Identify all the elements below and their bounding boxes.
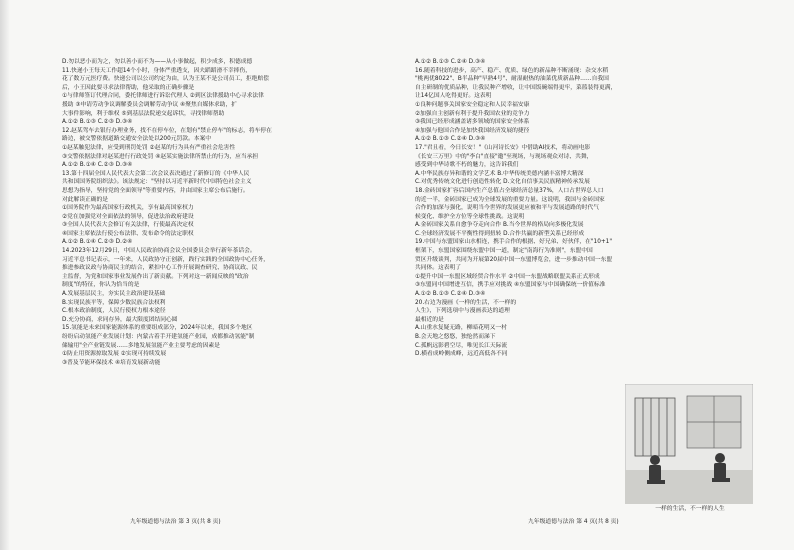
text-line: B.实现民族平等，保障少数民族合法权利 <box>62 299 166 306</box>
text-line: 最相近的是 <box>415 316 444 323</box>
text-line: B.会天地之悠悠，独怆然而涕下 <box>415 334 496 340</box>
text-line: A.①② B.①③ C.②③ D.③④ <box>62 119 133 126</box>
text-line: 共和国国务院组织法》。该法规定："坚持以习近平新时代中国特色社会主义 <box>62 179 252 186</box>
text-line: 12.赵某驾车去银行办理业务，找不在停车位，在划有"禁止停车"的标志，将车停在 <box>62 127 272 134</box>
text-line: 思想为指导，坚持党的全面领导"等重要内容，并由国家主席公布后施行。 <box>62 187 249 194</box>
right-page-column <box>415 58 749 359</box>
left-page-footer: 九年级道德与法治 第 3 页(共 8 页) <box>130 519 221 525</box>
text-line: 13.第十四届全国人民代表大会第二次会议表决通过了新修订的《中华人民 <box>62 170 250 177</box>
text-line: ③我国已经形成涵盖诸多领域的国家安全体系 <box>415 119 530 126</box>
text-line: ①提升中国一东盟区域经贸合作水平 ②中国一东盟战略联盟关系正式形成 <box>415 273 600 280</box>
text-line: 17."君且看，今日长安！"《山河诗长安》中借助AI技术，将动画电影 <box>415 144 591 151</box>
text-line: 候变化、维护全方位等全球性挑战。这说明 <box>415 213 525 220</box>
text-line: C.全球经济发展不平衡性得到扭转 D.合作共赢的新型关系已经形成 <box>415 230 585 237</box>
text-line: ③东盟同中国增进互信，携手应对挑战 ④东盟国家与中国确保统一价值标准 <box>415 282 606 289</box>
text-line: A.发展基层民主，夯实民主政治建设基础 <box>62 291 166 298</box>
text-line: ①赵某触犯法律，应受到刑罚处罚 ②赵某的行为具有严重社会危害性 <box>62 144 236 151</box>
text-line: ②党在加强党对全面依法的领导，促进法治政府建设 <box>62 213 194 220</box>
text-line: 让14亿国人吃得更好。这表明 <box>415 93 492 100</box>
text-line: ③普及节能环保技术 ④培育发展新动能 <box>62 359 161 366</box>
text-line: 框架下，东盟国家围绕东盟中国一道，制定"南海行为准则"，东盟中国 <box>415 248 593 255</box>
text-line: A.山重水复疑无路，柳暗花明又一村 <box>415 325 507 332</box>
text-line: D.勿以恶小而为之，勿以善小而不为——从小事做起，积少成多，积德成德 <box>62 59 253 65</box>
text-line: 自主研制的优质品种，让我民种产增收，让中国饭碗端得更牢，菜篮装得更满， <box>415 84 617 91</box>
text-line: 储输用"全产业链发展……多地发展氢能产业主要考虑的因素是 <box>62 342 220 349</box>
right-page-footer: 九年级道德与法治 第 4 页(共 8 页) <box>528 519 619 525</box>
text-line: 路边，被交警依据道路交通安全法处以200元罚款。本案中 <box>62 136 211 143</box>
text-line: 纷纷启动氢能产业发展计划：内蒙古着手开建氢能产业园，成都推动氢能"制 <box>62 334 255 340</box>
cartoon-caption: 一样的生活，不一样的人生 <box>655 506 725 512</box>
text-line: 《长安三万里》中的"李白"直接"邀"至现场，与现场观众对诗、共舞， <box>415 153 593 160</box>
text-line: 人生》，下列选项中与漫画表达的道理 <box>415 308 510 315</box>
text-line: A.①② B.①③ C.②④ D.③④ <box>415 59 486 65</box>
text-line: A.金砖国家关系自愈争夺走向合作 B.当今世界的格局向多极化发展 <box>415 222 584 229</box>
text-line: ④国家主席依法行使公布法律、发布命令的法定职权 <box>62 230 194 237</box>
text-line: A.①② B.①④ C.②③ D.③④ <box>62 162 133 169</box>
text-line: ①国务院作为最高国家行政机关，享有最高国家权力 <box>62 205 194 212</box>
left-page-column <box>62 58 414 367</box>
text-line: 14.2023年12月29日，中国人民政治协商会议全国委员会举行新年茶话会。 <box>62 248 256 255</box>
text-line: ②加强自主创新有利于提升我国农业的竞争力 <box>415 110 530 117</box>
text-line: A.①② B.①④ C.②③ D.②④ <box>62 239 133 246</box>
window-right <box>687 396 741 448</box>
text-line: 贸区升级谈判，共同为开展第20届中国一东盟博览会，进一步推动中国一东盟 <box>415 256 613 263</box>
text-line: 制度"的特征，你认为恰当的是 <box>62 282 140 289</box>
text-line: 大事件影响，利于维权 ⑤到基层法院递交起诉状，寻找律师帮助 <box>62 110 225 117</box>
text-line: ④加强与他国合作是加快我国经济发展的捷径 <box>415 127 530 134</box>
text-line: ③交警依据法律对赵某进行行政处罚 ④赵某实施法律所禁止的行为，应当承担 <box>62 153 259 160</box>
text-line: 共同体。这表明了 <box>415 265 461 272</box>
text-line: 习近平总书记表示，一年来，人民政协守正创新，践行实践的全国政协中心任务， <box>62 256 269 263</box>
scan-edge-shadow <box>0 0 10 550</box>
text-line: A.①② B.①③ C.②④ D.③④ <box>415 291 486 298</box>
cartoon-illustration <box>625 384 753 504</box>
text-line: D.横看成岭侧成峰，远近高低各不同 <box>415 351 508 358</box>
text-line: A.①② B.①③ C.②④ D.③④ <box>415 136 486 143</box>
text-line: C.孤帆远影碧空尽，唯见长江天际流 <box>415 342 508 349</box>
text-line: 合作的加深与强化，说明当今世界的发展更应被和平与发展道路的时代气 <box>415 205 599 212</box>
text-line: C.对优秀传统文化进行创造性转化 D.文化自信事关民族精神传承发展 <box>415 179 590 186</box>
text-line: 19.中国与东盟国家山水相连，携手合作的根据、好兄弟、好伙伴，在"10+1" <box>415 239 612 246</box>
text-line: 花了数万元医疗费。快递公司以公司约定为由，认为王某不是公司员工，拒绝赔偿 <box>62 76 269 83</box>
text-line: 后，小王因此要寻求法律帮助，他采取的正确步骤是 <box>62 84 195 91</box>
text-line: 主监督，为党和国家事业发展作出了新贡献。下列对这一新闻反映的"政治 <box>62 273 249 280</box>
text-line: 的近一半，金砖国家已成为全球发展的重要力量。这说明，我国与金砖国家 <box>415 196 605 203</box>
text-line: 20.右边为漫画《一样的生活，不一样的 <box>415 299 517 306</box>
text-line: 感受到中华诗歌不朽的魅力，这告诉我们 <box>415 162 519 169</box>
text-line: 11.快递小王每天工作超14个小时，身体严重透支，因夫蹈蹈滑不幸摔伤， <box>62 67 251 74</box>
text-line: 对此解读正确的是 <box>62 196 108 203</box>
text-line: ①防止用资源掠取发展 ②实现可持续发展 <box>62 351 167 358</box>
text-line: ①与律师签订代理合同，委托律师进行诉讼代理人 ②到区法律援助中心寻求法律 <box>62 93 264 100</box>
text-line: ①良种问题事关国家安全稳定和人民幸福安康 <box>415 101 530 108</box>
text-line: 援助 ③申请劳动争议调解委员会调解劳动争议 ④聚焦自媒体求助，扩 <box>62 101 237 108</box>
text-line: 18.金砖国家扩容后国内生产总值占全球经济总量37%，人口占世界总人口 <box>415 187 604 194</box>
question-20-block <box>415 299 620 359</box>
text-line: A.中华民族存异和谐的文学艺术 B.中华传统美德内涵丰富博大精深 <box>415 170 584 177</box>
text-line: 推进参政议政与协商民主的结合，紧扣中心工作开展调查研究、协商议政、民 <box>62 265 258 272</box>
text-line: 15.氢能是未来国家能源体系的重要组成部分，2024年以来，我国多个地区 <box>62 325 253 332</box>
text-line: ③全国人民代表大会修订有关法律，行使最高决定权 <box>62 222 194 229</box>
text-line: 16.随着科技的进步，高产、稳产、优质、绿色的新品种不断涌现：杂交水稻 <box>415 67 609 74</box>
text-line: "桃两优8022"、B半品种"早熟4号"、耐湿耐热的油菜优质新品种……自我国 <box>415 76 609 83</box>
barred-window <box>635 398 675 456</box>
text-line: C.根本政治制度，人民行使权力根本途径 <box>62 308 166 315</box>
text-line: D.充分协商，求同存异，最大限度团结同心圆 <box>62 316 178 323</box>
